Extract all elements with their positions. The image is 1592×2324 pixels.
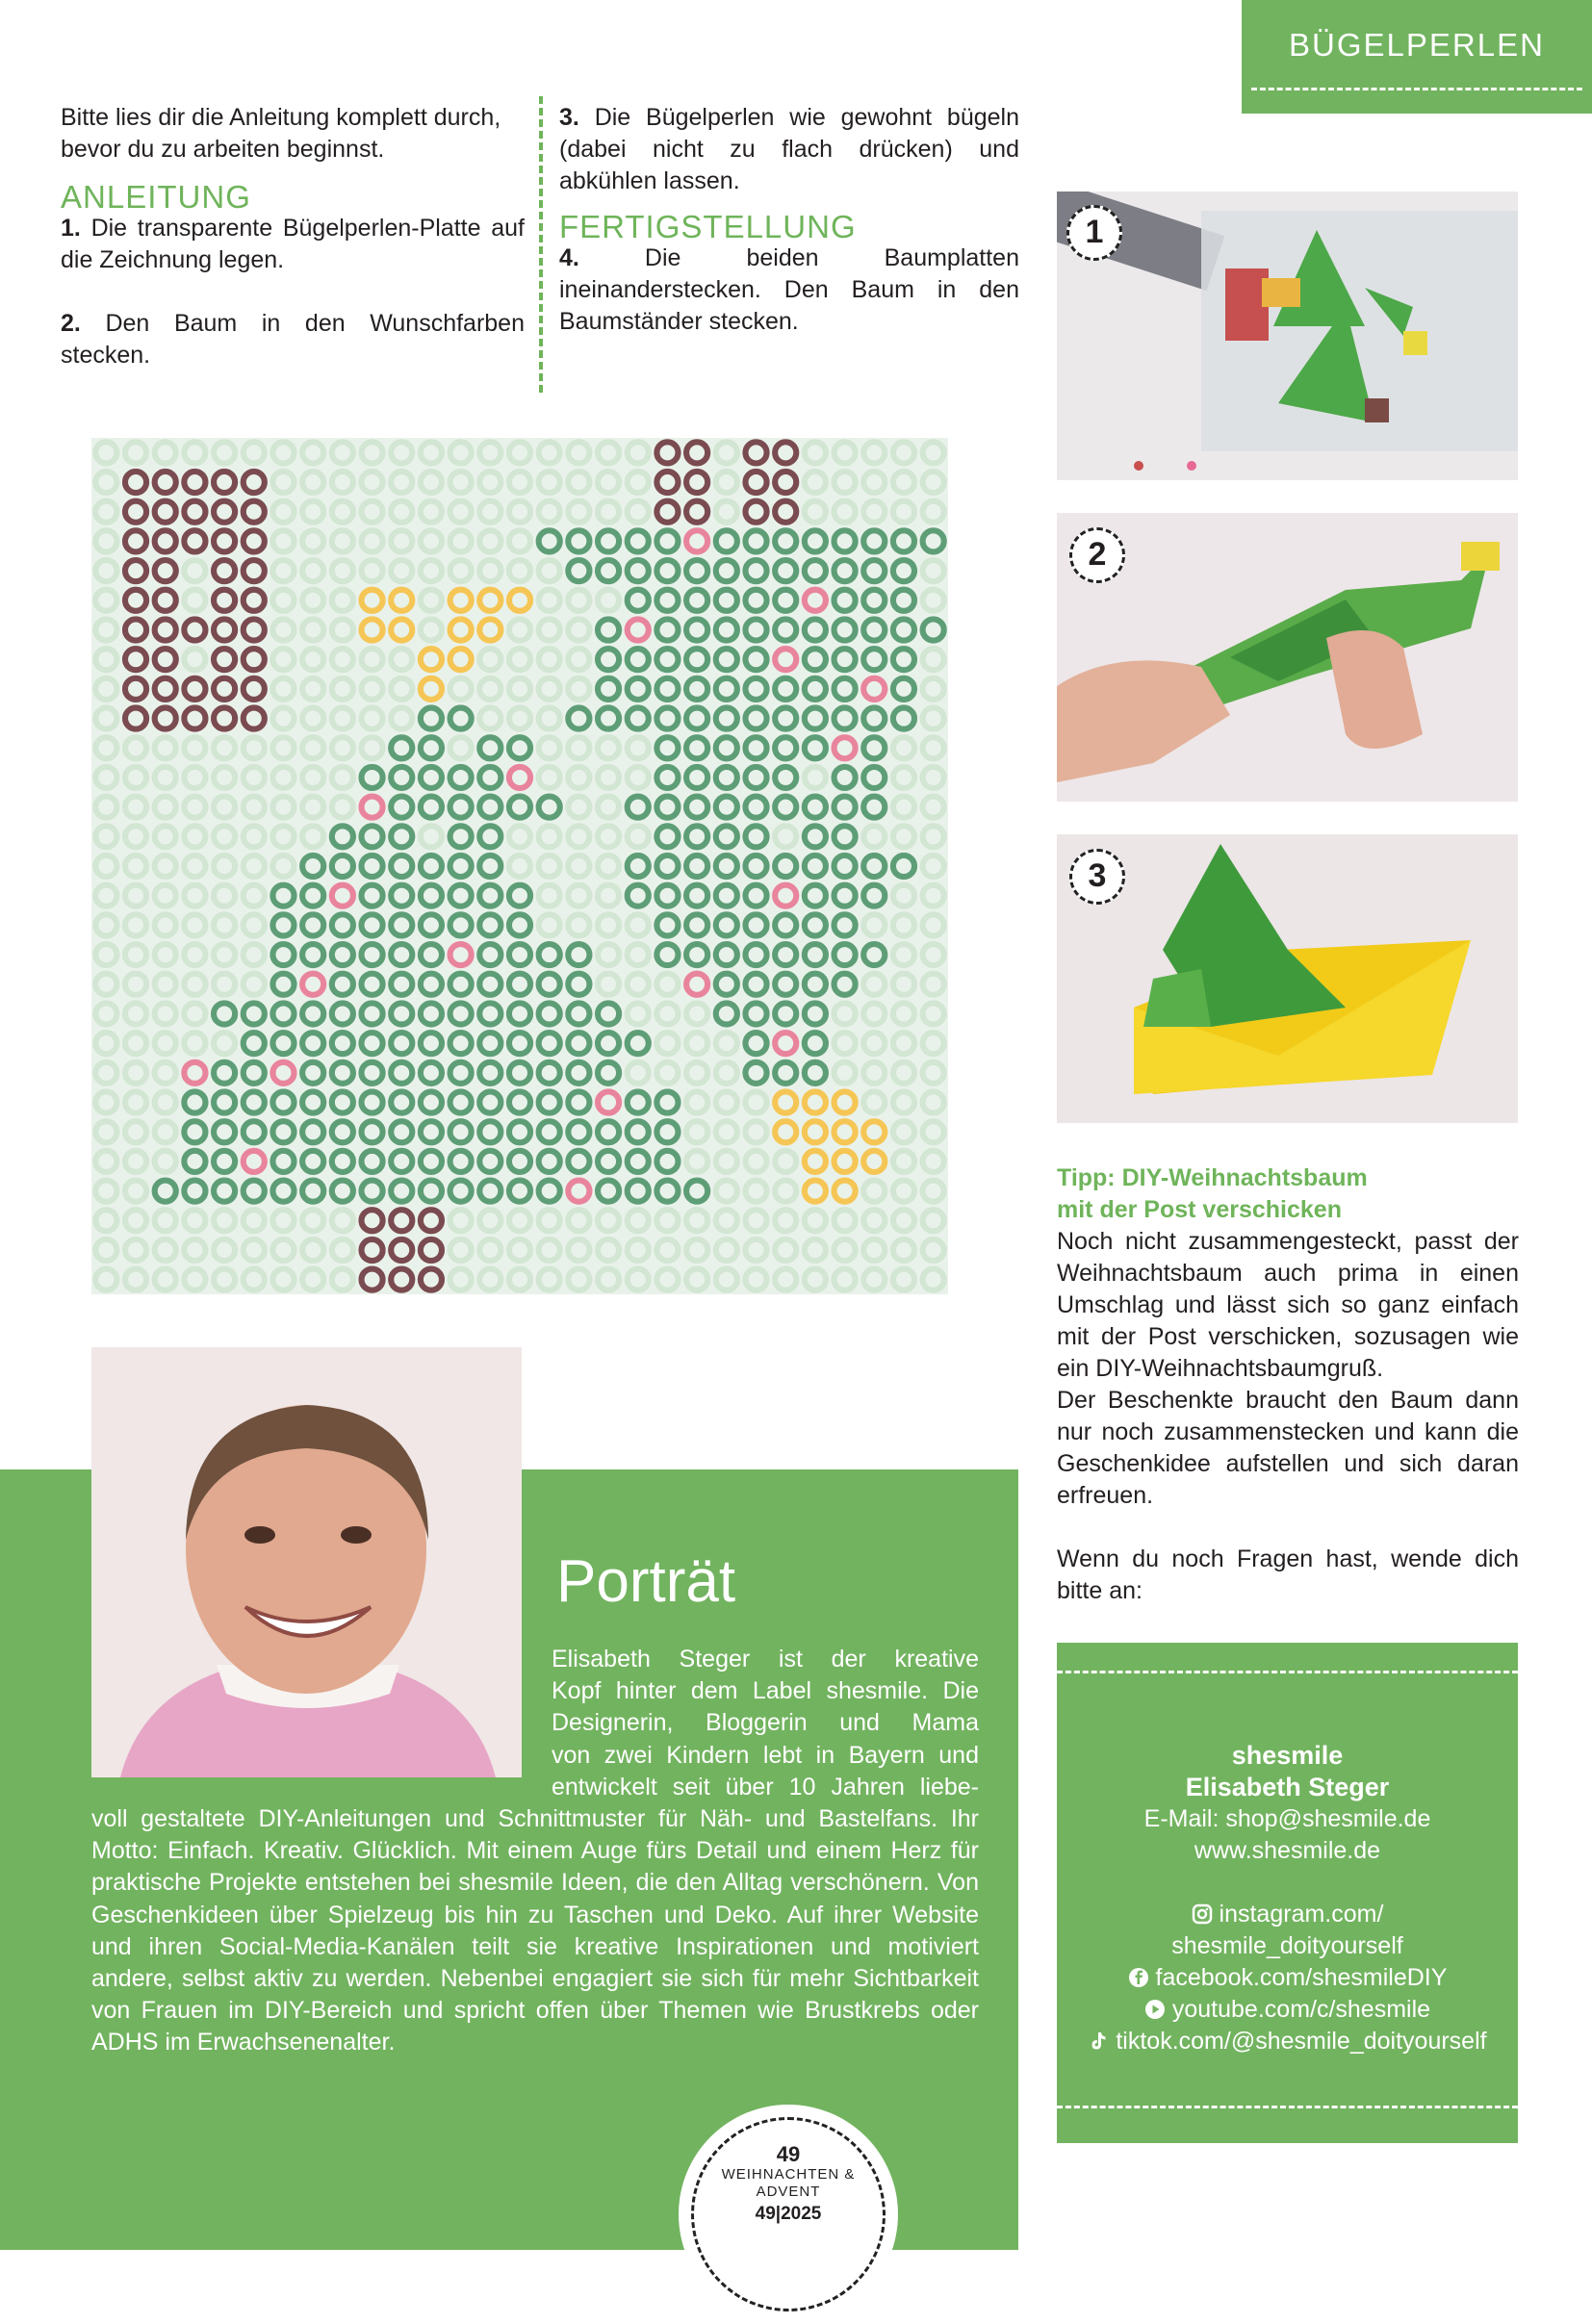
- photo-2-image: [1057, 513, 1518, 802]
- photo-3: [1057, 834, 1518, 1123]
- bead-pattern: [91, 438, 948, 1294]
- facebook-text: facebook.com/shesmileDIY: [1155, 1964, 1448, 1991]
- step-4: [559, 243, 1019, 338]
- photo-1-number: 1: [1066, 205, 1122, 261]
- step-2: [61, 308, 525, 371]
- photo-2-number: 2: [1069, 527, 1125, 583]
- contact-facebook[interactable]: [1057, 1962, 1518, 1994]
- tip-body: [1057, 1226, 1519, 1607]
- bead-pattern-grid: [91, 438, 948, 1294]
- instagram-line-2[interactable]: shesmile_doityourself: [1171, 1932, 1403, 1959]
- photo-3-number: 3: [1069, 849, 1125, 905]
- contact-website[interactable]: www.shesmile.de: [1194, 1837, 1381, 1864]
- contact-dash-bottom: [1057, 2106, 1518, 2108]
- facebook-icon: [1128, 1964, 1149, 1991]
- youtube-text: youtube.com/c/shesmile: [1171, 1996, 1431, 2023]
- step-2-number: 2.: [61, 310, 81, 337]
- tip-heading-line-1: Tipp: DIY-Weihnachtsbaum: [1057, 1164, 1368, 1191]
- step-4-number: 4.: [559, 244, 579, 271]
- intro-text: Bitte lies dir die Anleitung komplett durch, bevor du zu arbeiten beginnst.: [61, 104, 501, 163]
- portrait-line-2: Kopf hinter dem Label shesmile. Die: [552, 1677, 979, 1705]
- instructions-column-1: [61, 102, 525, 371]
- photo-1-image: [1057, 192, 1518, 480]
- page-number: 49: [776, 2142, 801, 2166]
- tip-paragraph-1: Noch nicht zusammengesteckt, passt der Weihnachtsbaum auch prima in einen Umschlag und lässt sich so ganz einfach mit der Post verschicken, sozusagen wie ein DIY-Weihnachtsbaumgruß.: [1057, 1228, 1519, 1382]
- portrait-rest: voll gestaltete DIY-Anleitungen und Schnittmuster für Näh- und Bastelfans. Ihr Motto: Einfach. Kreativ. Glücklich. Mit einem Auge fürs Detail und einem Herz für praktische Projekte entstehen bei shesmile Ideen, die den Alltag verschönern. Von Geschenkideen über Spielzeug bis hin zu Taschen und Deko. Auf ihrer Website und ihren Social-Media-Kanälen teilt sie kreative Inspirationen und motiviert andere, selbst aktiv zu werden. Nebenbei engagiert sie sich für mehr Sichtbarkeit von Frauen im DIY-Bereich und spricht offen über Themen wie Brustkrebs oder ADHS im Erwachsenenalter.: [91, 1805, 979, 2056]
- contact-details: [1057, 1740, 1518, 2057]
- section-label: BÜGELPERLEN: [1289, 27, 1545, 63]
- contact-tiktok[interactable]: [1057, 2026, 1518, 2057]
- page-badge-text: [679, 2143, 898, 2226]
- tip-paragraph-3: Wenn du noch Fragen hast, wende dich bitte an:: [1057, 1545, 1519, 1604]
- step-2-text: Den Baum in den Wunschfarben stecken.: [61, 310, 525, 369]
- portrait-line-3: Designerin, Bloggerin und Mama: [552, 1709, 979, 1737]
- step-3-text: Die Bügelperlen wie gewohnt bügeln (dabei nicht zu flach drücken) und abkühlen lassen.: [559, 104, 1019, 194]
- portrait-title: Porträt: [556, 1548, 736, 1615]
- step-1: [61, 213, 525, 276]
- photo-2: [1057, 513, 1518, 802]
- portrait-text: [91, 1644, 979, 2059]
- portrait-line-5: entwickelt seit über 10 Jahren liebe-: [552, 1773, 979, 1800]
- instructions-column-2: [559, 102, 1019, 338]
- photo-1: [1057, 192, 1518, 480]
- instagram-line-1: instagram.com/: [1219, 1901, 1384, 1928]
- tiktok-text: tiktok.com/@shesmile_doityourself: [1116, 2028, 1487, 2055]
- step-1-number: 1.: [61, 215, 81, 242]
- column-divider: [539, 96, 543, 393]
- contact-youtube[interactable]: [1057, 1994, 1518, 2026]
- contact-name: Elisabeth Steger: [1185, 1773, 1390, 1801]
- tip-heading-line-2: mit der Post verschicken: [1057, 1196, 1342, 1223]
- step-1-text: Die transparente Bügelperlen-Platte auf die Zeichnung legen.: [61, 215, 525, 273]
- instagram-icon: [1192, 1901, 1213, 1928]
- pattern-plate: [91, 438, 948, 1294]
- tiktok-icon: [1088, 2028, 1109, 2055]
- magazine-line-2: ADVENT: [756, 2184, 821, 2200]
- contact-email[interactable]: E-Mail: shop@shesmile.de: [1143, 1805, 1431, 1832]
- step-4-text: Die beiden Baumplatten ineinanderstecken. Den Baum in den Baumständer stecken.: [559, 244, 1019, 335]
- fertigstellung-heading: FERTIGSTELLUNG: [559, 209, 857, 244]
- anleitung-heading: ANLEITUNG: [61, 179, 251, 215]
- youtube-icon: [1144, 1996, 1166, 2023]
- contact-dash-top: [1057, 1671, 1518, 1673]
- portrait-line-1: Elisabeth Steger ist der kreative: [552, 1646, 979, 1673]
- tip-heading: [1057, 1162, 1519, 1226]
- issue-number: 49|2025: [755, 2204, 822, 2224]
- step-3: [559, 102, 1019, 197]
- step-3-number: 3.: [559, 104, 579, 131]
- magazine-line-1: WEIHNACHTEN &: [721, 2166, 856, 2183]
- contact-instagram[interactable]: [1057, 1899, 1518, 1930]
- contact-brand: shesmile: [1231, 1741, 1344, 1770]
- portrait-line-4: von zwei Kindern lebt in Bayern und: [552, 1741, 979, 1769]
- tab-dashed-line: [1251, 88, 1582, 90]
- photo-3-image: [1057, 834, 1518, 1123]
- tip-paragraph-2: Der Beschenkte braucht den Baum dann nur noch zusammenstecken und kann die Geschenkidee aufstellen und sich daran erfreuen.: [1057, 1387, 1519, 1509]
